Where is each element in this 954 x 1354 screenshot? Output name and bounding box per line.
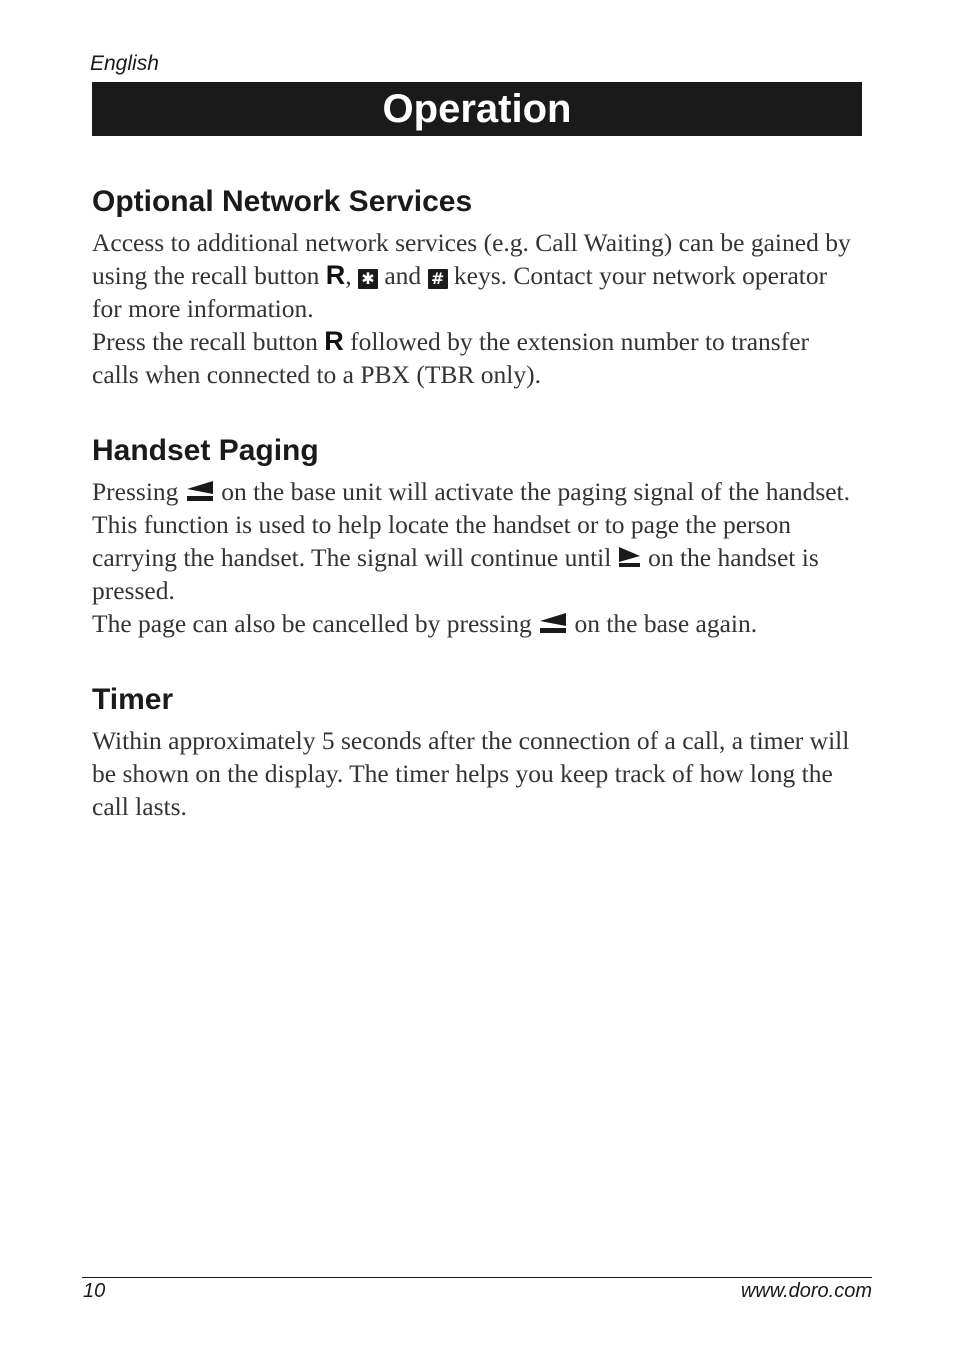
text: Pressing [92,477,185,506]
text: and [377,261,428,290]
hash-key-icon: # [428,269,448,289]
text: keys. Contact your network operator for more information. [92,261,828,323]
text: on the handset is pressed. [92,543,819,605]
section-heading: Optional Network Services [92,185,473,218]
recall-key-icon: R [325,260,346,290]
footer-url: www.doro.com [740,1280,872,1302]
section-timer [92,682,862,823]
footer-divider [82,1277,872,1278]
paragraph [92,226,862,325]
main-content [92,184,862,865]
page-number: 10 [83,1280,106,1302]
paragraph: Within approximately 5 seconds after the connection of a call, a timer will be shown on the display. The timer helps you keep track of how long the call lasts. [92,726,850,821]
paragraph [92,607,862,640]
page-icon [185,480,215,502]
text: Press the recall button [92,327,325,356]
paragraph [92,325,862,391]
text: followed by the extension number to transfer calls when connected to a PBX (TBR only). [92,327,810,389]
section-heading: Timer [92,683,174,716]
star-key-icon: ✱ [358,269,378,289]
paragraph [92,508,862,607]
section-network-services [92,184,862,391]
section-heading: Handset Paging [92,434,319,467]
recall-key-icon: R [324,326,344,356]
page-title: Operation [382,87,572,131]
text: on the base again. [568,609,758,638]
text: Access to additional network services (e.g. Call Waiting) can be gained by using the recall button [92,228,851,290]
title-bar [92,82,862,136]
text: This function is used to help locate the handset or to page the person carrying the handset. The signal will continue until [92,510,791,572]
text: on the base unit will activate the paging signal of the handset. [214,477,851,506]
text: The page can also be cancelled by pressing [92,609,539,638]
language-label: English [90,52,159,75]
paragraph [92,475,862,508]
text: , [345,261,358,290]
section-handset-paging [92,433,862,640]
page-icon [538,612,568,634]
page-handset-icon [618,546,642,568]
